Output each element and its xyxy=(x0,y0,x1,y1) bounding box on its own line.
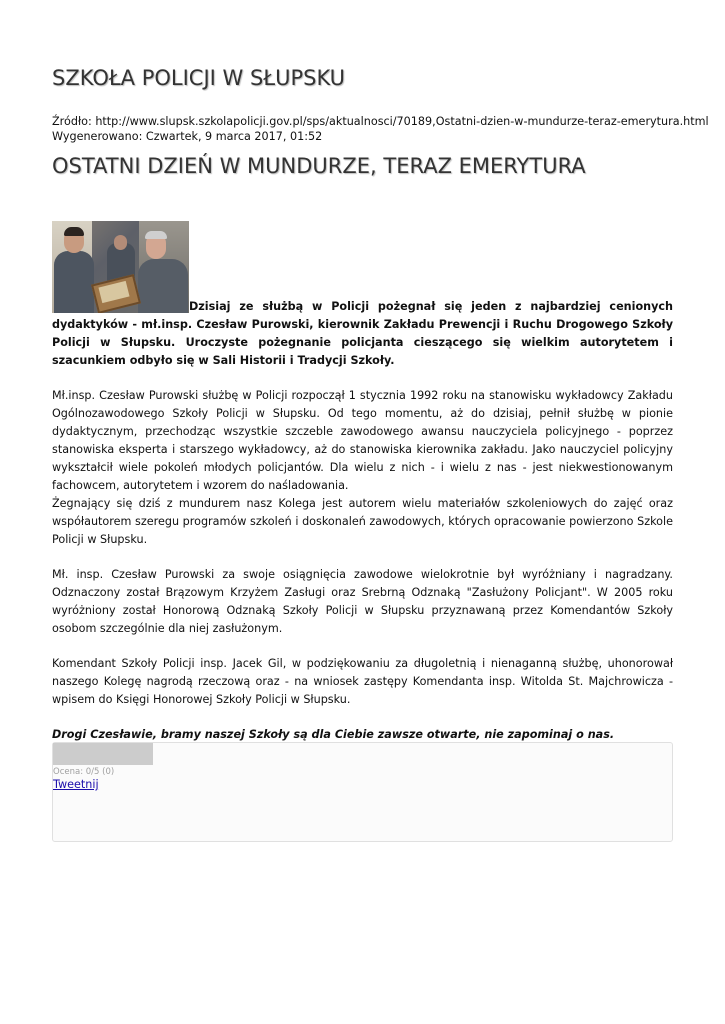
rating-stars[interactable] xyxy=(53,743,153,765)
generated-line: Wygenerowano: Czwartek, 9 marca 2017, 01:52 xyxy=(52,130,323,143)
paragraph-awards: Mł. insp. Czesław Purowski za swoje osiągnięcia zawodowe wielokrotnie był wyróżniany i nagradzany. Odznaczony został Brązowym Krzyżem Zasługi oraz Srebrną Odznaką "Zasłużony Policjant". W 2005 roku wyróżniony został Honorową Odznaką Szkoły Policji w Słupsku przyznawaną przez Komendantów Szkoły osobom szczególnie dla niej zasłużonym. xyxy=(52,568,673,635)
tweet-link[interactable]: Tweetnij xyxy=(53,778,99,791)
rating-text: Ocena: 0/5 (0) xyxy=(53,767,115,777)
rating-panel xyxy=(52,742,673,842)
paragraph-materials: Żegnający się dziś z mundurem nasz Kolega jest autorem wielu materiałów szkoleniowych do zajęć oraz współautorem szeregu programów szkoleń i doskonaleń zawodowych, których opracowanie powierzono Szkole Policji w Słupsku. xyxy=(52,497,673,546)
article-lead: Dzisiaj ze służbą w Policji pożegnał się jeden z najbardziej cenionych dydaktyków - mł.insp. Czesław Purowski, kierownik Zakładu Prewencji i Ruchu Drogowego Szkoły Policji w Słupsku. Uroczyste pożegnanie policjanta cieszącego się wielkim autorytetem i szacunkiem odbyło się w Sali Historii i Tradycji Szkoły. xyxy=(52,300,673,367)
site-title: SZKOŁA POLICJI W SŁUPSKU xyxy=(52,66,346,90)
source-line: Źródło: http://www.slupsk.szkolapolicji.gov.pl/sps/aktualnosci/70189,Ostatni-dzien-w-mundurze-teraz-emerytura.html xyxy=(52,115,709,128)
article-photo xyxy=(52,221,189,313)
paragraph-honors: Komendant Szkoły Policji insp. Jacek Gil, w podziękowaniu za długoletnią i nienaganną służbę, uhonorował naszego Kolegę nagrodą rzeczową oraz - na wniosek zastępy Komendanta insp. Witolda St. Majchrowicza - wpisem do Księgi Honorowej Szkoły Policji w Słupsku. xyxy=(52,657,673,706)
closing-line-1: Drogi Czesławie, bramy naszej Szkoły są dla Ciebie zawsze otwarte, nie zapominaj o nas. xyxy=(52,728,615,741)
meta-info xyxy=(52,114,709,144)
article-body xyxy=(52,220,673,797)
article-title: OSTATNI DZIEŃ W MUNDURZE, TERAZ EMERYTURA xyxy=(52,154,586,178)
paragraph-career: Mł.insp. Czesław Purowski służbę w Policji rozpoczął 1 stycznia 1992 roku na stanowisku wykładowcy Zakładu Ogólnozawodowego Szkoły Policji w Słupsku. Od tego momentu, aż do dzisiaj, pełnił służbę w pionie dydaktycznym, przechodząc wszystkie szczeble zawodowego awansu nauczyciela policyjnego - poprzez stanowiska eksperta i starszego wykładowcy, aż do stanowiska kierownika zakładu. Jako nauczyciel policyjny wykształcił wiele pokoleń młodych policjantów. Dla wielu z nich - i wielu z nas - jest niekwestionowanym fachowcem, autorytetem i wzorem do naśladowania. xyxy=(52,389,673,492)
